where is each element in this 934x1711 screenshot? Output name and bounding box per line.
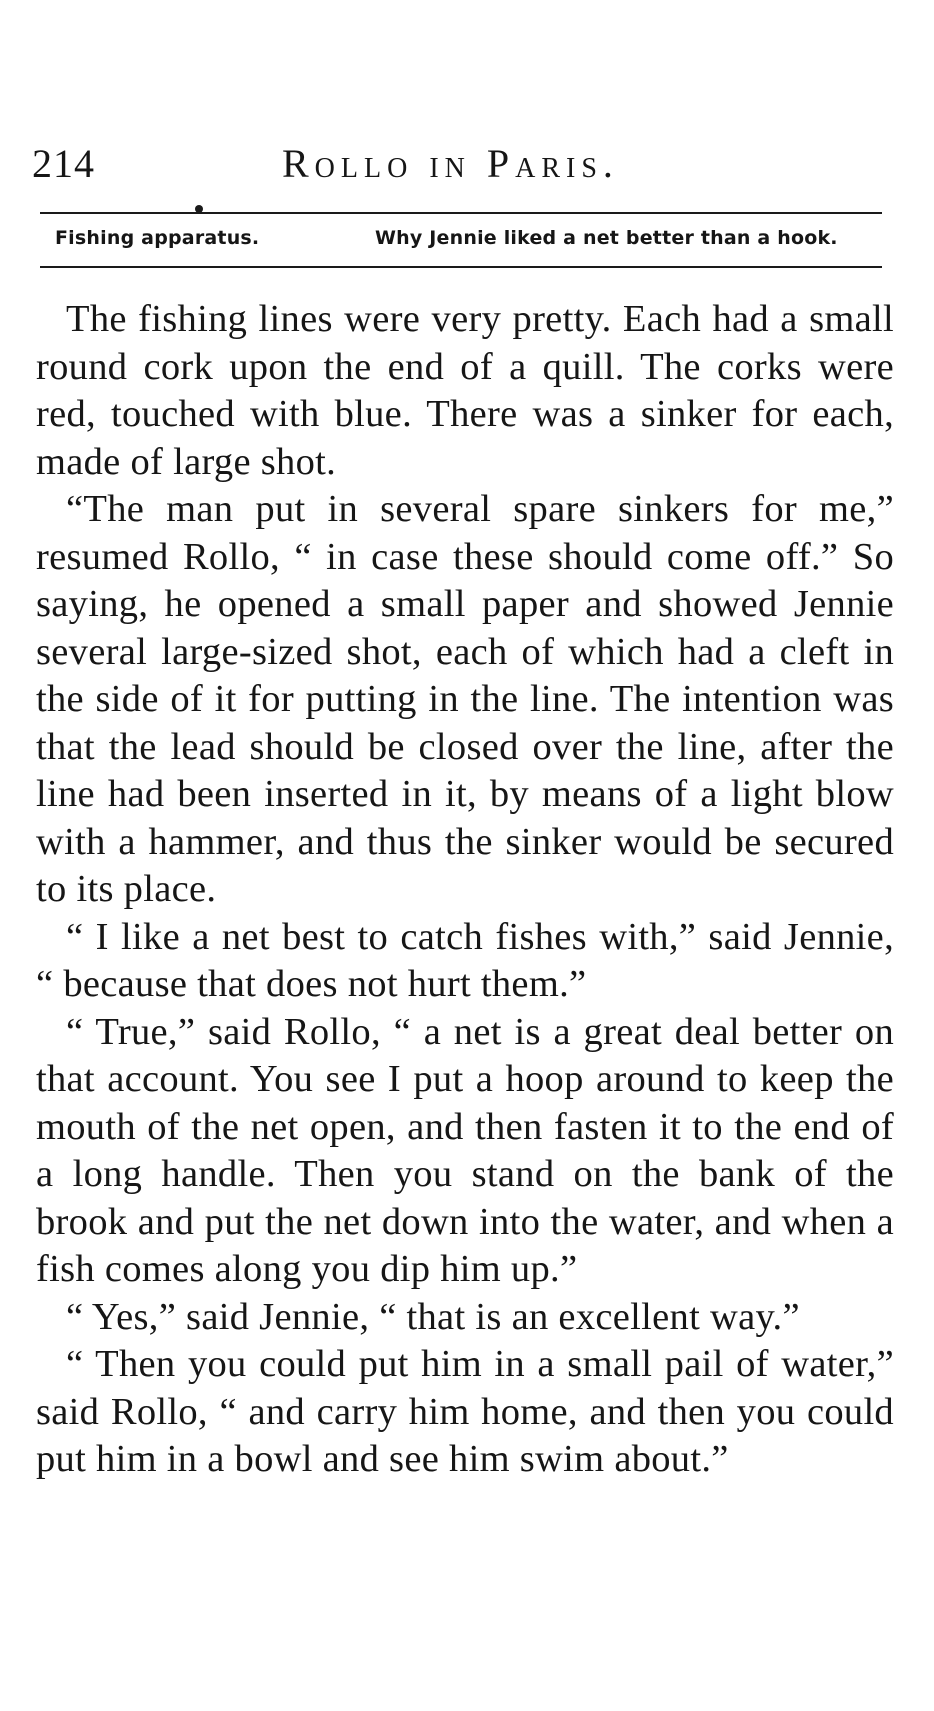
- subhead-left: Fishing apparatus.: [55, 227, 260, 249]
- rule-ornament-dot: [195, 205, 203, 213]
- body-text: [36, 296, 894, 1484]
- page-number: 214: [32, 141, 95, 186]
- subhead-right: Why Jennie liked a net better than a hook.: [375, 227, 838, 249]
- header-rule-bottom: [40, 266, 882, 268]
- paragraph-5: “ Yes,” said Jennie, “ that is an excellent way.”: [66, 1295, 800, 1338]
- paragraph-2: “The man put in several spare sinkers for me,” resumed Rollo, “ in case these should come off.” So saying, he opened a small paper and showed Jennie several large-sized shot, each of which had a cleft in the side of it for putting in the line. The intention was that the lead should be closed over the line, after the line had been inserted in it, by means of a light blow with a hammer, and thus the sinker would be secured to its place.: [36, 488, 894, 910]
- paragraph-4: “ True,” said Rollo, “ a net is a great deal better on that account. You see I put a hoop around to keep the mouth of the net open, and then fasten it to the end of a long handle. Then you stand on the bank of the brook and put the net down into the water, and when a fish comes along you dip him up.”: [36, 1010, 894, 1290]
- running-title: Rollo in Paris.: [282, 141, 619, 186]
- running-head: [32, 140, 882, 190]
- paragraph-6: “ Then you could put him in a small pail of water,” said Rollo, “ and carry him home, and then you could put him in a bowl and see him swim about.”: [36, 1343, 894, 1480]
- header-rule-top: [40, 212, 882, 214]
- paragraph-1: The fishing lines were very pretty. Each had a small round cork upon the end of a quill. The corks were red, touched with blue. There was a sinker for each, made of large shot.: [36, 298, 894, 483]
- paragraph-3: “ I like a net best to catch fishes with,” said Jennie, “ because that does not hurt them.”: [36, 915, 894, 1005]
